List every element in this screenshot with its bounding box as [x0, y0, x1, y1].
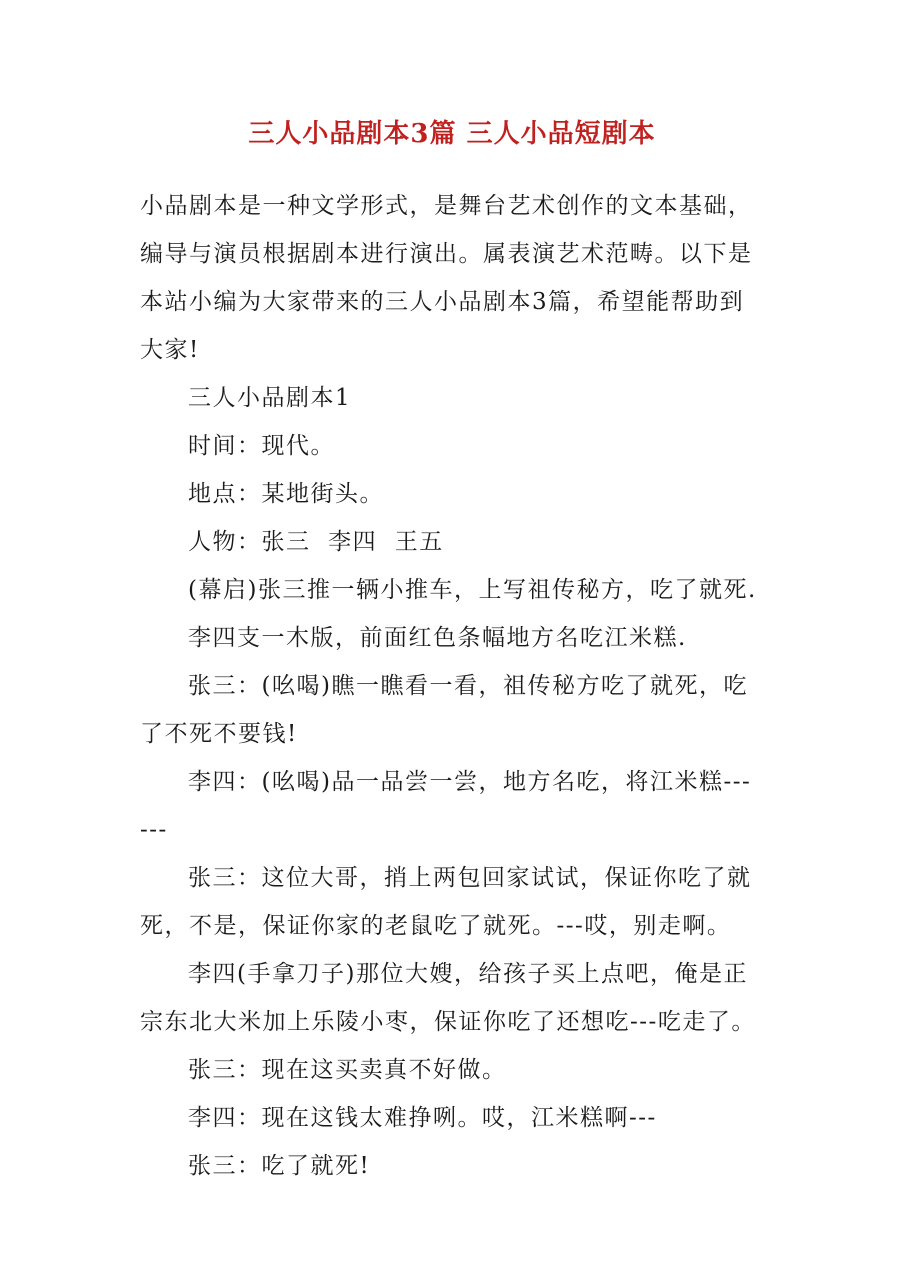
document-body	[140, 182, 760, 1190]
paragraph-dialogue: 张三：这位大哥，捎上两包回家试试，保证你吃了就死，不是，保证你家的老鼠吃了就死。---哎，别走啊。	[140, 865, 752, 939]
document-title: 三人小品剧本3篇 三人小品短剧本	[248, 119, 656, 149]
paragraph-dialogue: 李四(手拿刀子)那位大嫂，给孩子买上点吧，俺是正宗东北大米加上乐陵小枣，保证你吃了还想吃---吃走了。	[140, 961, 756, 1035]
paragraph-script-heading: 三人小品剧本1	[188, 385, 352, 411]
paragraph-location: 地点：某地街头。	[188, 481, 384, 507]
paragraph-time: 时间：现代。	[188, 433, 335, 459]
paragraph-characters: 人物：张三 李四 王五	[188, 529, 444, 555]
paragraph-dialogue: 张三：(吆喝)瞧一瞧看一看，祖传秘方吃了就死，吃了不死不要钱!	[140, 673, 748, 747]
paragraph-stage-direction-1: (幕启)张三推一辆小推车，上写祖传秘方，吃了就死.	[188, 577, 757, 603]
paragraph-dialogue: 张三：现在这买卖真不好做。	[188, 1057, 507, 1083]
paragraph-dialogue: 李四：现在这钱太难挣咧。哎，江米糕啊---	[188, 1105, 657, 1131]
paragraph-stage-direction-2: 李四支一木版，前面红色条幅地方名吃江米糕.	[188, 625, 687, 651]
paragraph-intro: 小品剧本是一种文学形式，是舞台艺术创作的文本基础，编导与演员根据剧本进行演出。属表演艺术范畴。以下是本站小编为大家带来的三人小品剧本3篇，希望能帮助到大家!	[140, 193, 753, 363]
paragraph-dialogue: 李四：(吆喝)品一品尝一尝，地方名吃，将江米糕------	[140, 769, 752, 843]
paragraph-dialogue: 张三：吃了就死!	[188, 1153, 371, 1179]
